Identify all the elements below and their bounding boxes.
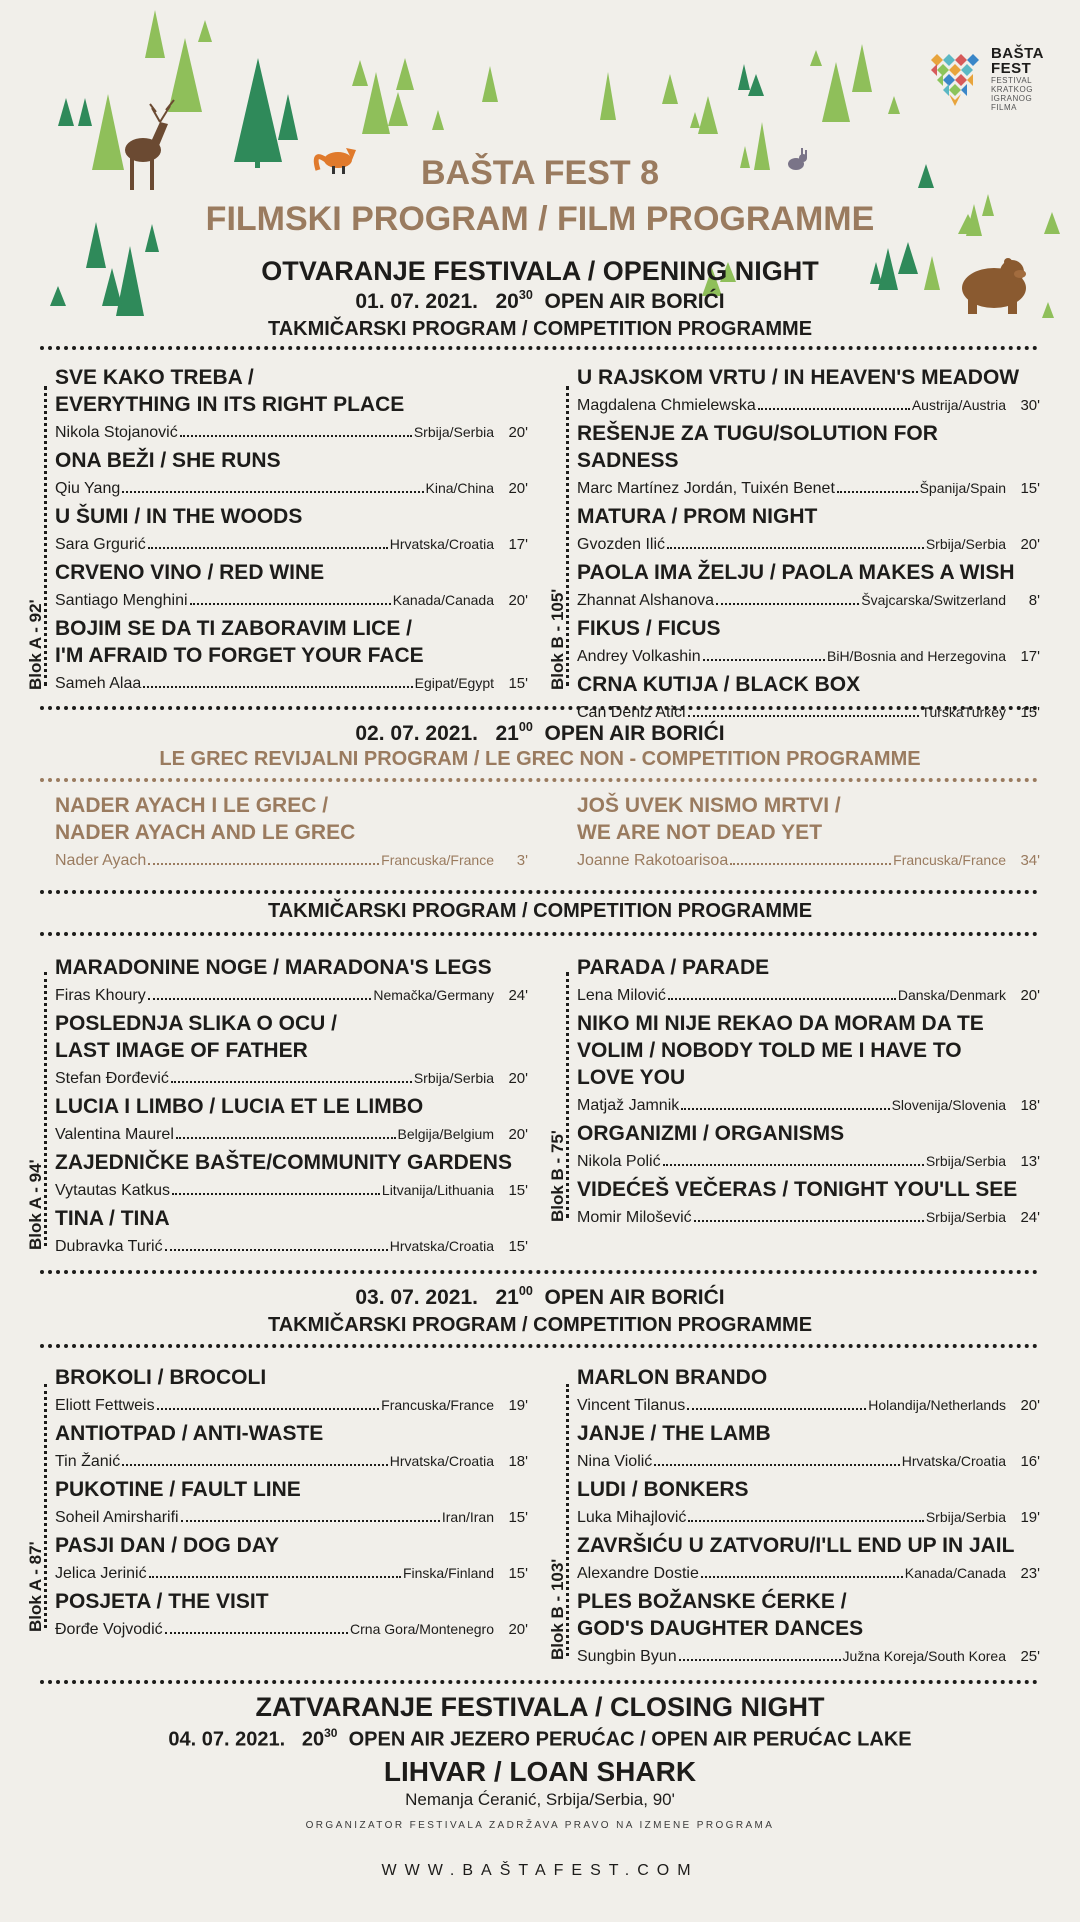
film-director: Zhannat Alshanova bbox=[577, 592, 714, 609]
film-length: 25' bbox=[1020, 1648, 1040, 1665]
block-label: Blok A - 92' bbox=[26, 599, 45, 690]
closing-date: 04. 07. 2021. bbox=[168, 1728, 286, 1751]
film-meta bbox=[577, 1203, 1040, 1232]
film-length: 20' bbox=[508, 424, 528, 441]
film-entry bbox=[55, 1205, 528, 1261]
film-director: Dubravka Turić bbox=[55, 1238, 163, 1255]
film-length: 24' bbox=[1020, 1209, 1040, 1226]
film-title: CRNA KUTIJA / BLACK BOX bbox=[577, 673, 861, 696]
film-title: JANJE / THE LAMB bbox=[577, 1422, 771, 1445]
film-country: Slovenija/Slovenia bbox=[891, 1097, 1006, 1113]
film-meta bbox=[577, 846, 1040, 875]
day1-left-column bbox=[55, 364, 528, 698]
film-meta bbox=[577, 1091, 1040, 1120]
film-meta bbox=[55, 1232, 528, 1261]
film-length: 20' bbox=[508, 480, 528, 497]
programme-title: FILMSKI PROGRAM / FILM PROGRAMME bbox=[205, 200, 875, 238]
opening-venue: OPEN AIR BORIĆI bbox=[544, 289, 725, 313]
film-country: TurskaTurkey bbox=[921, 704, 1006, 720]
block-rule bbox=[566, 1384, 569, 1656]
day3-hour: 21 bbox=[495, 1285, 519, 1309]
film-country: Kanada/Canada bbox=[904, 1565, 1006, 1581]
film-length: 15' bbox=[508, 675, 528, 692]
block-rule bbox=[44, 972, 47, 1246]
film-title: ONA BEŽI / SHE RUNS bbox=[55, 449, 281, 472]
film-country: Srbija/Serbia bbox=[925, 1509, 1006, 1525]
film-director: Eliott Fettweis bbox=[55, 1397, 155, 1414]
opening-hour: 20 bbox=[495, 289, 519, 313]
film-country: Austrija/Austria bbox=[911, 397, 1006, 413]
film-length: 20' bbox=[1020, 1397, 1040, 1414]
day2-venue: OPEN AIR BORIĆI bbox=[544, 721, 725, 745]
film-country: Kanada/Canada bbox=[392, 592, 494, 608]
divider bbox=[40, 890, 1038, 894]
film-meta bbox=[577, 981, 1040, 1010]
opening-datetime bbox=[0, 288, 1080, 314]
film-meta bbox=[577, 1503, 1040, 1532]
film-director: Luka Mihajlović bbox=[577, 1509, 687, 1526]
film-entry bbox=[577, 1010, 1040, 1120]
film-title: PASJI DAN / DOG DAY bbox=[55, 1534, 280, 1557]
film-title: LUCIA I LIMBO / LUCIA ET LE LIMBO bbox=[55, 1095, 424, 1118]
film-length: 20' bbox=[1020, 536, 1040, 553]
film-title: ZAVRŠIĆU U ZATVORU/I'LL END UP IN JAIL bbox=[577, 1534, 1015, 1557]
legrec-heading: LE GREC REVIJALNI PROGRAM / LE GREC NON - COMPETITION PROGRAMME bbox=[159, 748, 921, 770]
film-title: NIKO MI NIJE REKAO DA MORAM DA TE VOLIM / NOBODY TOLD ME I HAVE TO LOVE YOU bbox=[577, 1012, 984, 1089]
film-title: BROKOLI / BROCOLI bbox=[55, 1366, 267, 1389]
website-link[interactable]: WWW.BAŠTAFEST.COM bbox=[381, 1862, 699, 1879]
film-director: Soheil Amirsharifi bbox=[55, 1509, 179, 1526]
film-length: 3' bbox=[516, 852, 528, 869]
film-meta bbox=[577, 1559, 1040, 1588]
day3-date: 03. 07. 2021. bbox=[355, 1285, 478, 1309]
film-country: Belgija/Belgium bbox=[397, 1126, 494, 1142]
day2-left-column bbox=[55, 954, 528, 1261]
film-entry bbox=[577, 503, 1040, 559]
block-label: Blok B - 75' bbox=[548, 1130, 567, 1222]
film-meta bbox=[55, 474, 528, 503]
film-meta bbox=[55, 1391, 528, 1420]
film-entry bbox=[55, 1149, 528, 1205]
film-meta bbox=[55, 846, 528, 875]
film-length: 20' bbox=[1020, 987, 1040, 1004]
opening-date: 01. 07. 2021. bbox=[355, 289, 478, 313]
film-title: VIDEĆEŠ VEČERAS / TONIGHT YOU'LL SEE bbox=[577, 1178, 1018, 1201]
film-country: Francuska/France bbox=[893, 852, 1006, 868]
film-meta bbox=[577, 1447, 1040, 1476]
day2-minutes: 00 bbox=[518, 720, 533, 734]
film-title: PAOLA IMA ŽELJU / PAOLA MAKES A WISH bbox=[577, 561, 1015, 584]
film-entry bbox=[577, 615, 1040, 671]
day3-left-column bbox=[55, 1364, 528, 1644]
film-meta bbox=[577, 642, 1040, 671]
film-country: Nemačka/Germany bbox=[373, 987, 494, 1003]
film-director: Matjaž Jamnik bbox=[577, 1097, 680, 1114]
film-length: 17' bbox=[1020, 648, 1040, 665]
film-entry bbox=[577, 1588, 1040, 1671]
film-meta bbox=[55, 586, 528, 615]
film-entry bbox=[55, 1532, 528, 1588]
film-entry bbox=[577, 1532, 1040, 1588]
competition-heading-1: TAKMIČARSKI PROGRAM / COMPETITION PROGRAMME bbox=[267, 318, 813, 340]
film-entry bbox=[577, 420, 1040, 503]
film-length: 34' bbox=[1020, 852, 1040, 869]
film-entry bbox=[577, 364, 1040, 420]
film-entry bbox=[55, 954, 528, 1010]
film-title: MARADONINE NOGE / MARADONA'S LEGS bbox=[55, 956, 492, 979]
block-label: Blok B - 105' bbox=[548, 588, 567, 690]
legrec-left bbox=[55, 792, 528, 875]
film-meta bbox=[55, 530, 528, 559]
film-director: Can Deniz Atici bbox=[577, 704, 686, 721]
film-length: 20' bbox=[508, 1126, 528, 1143]
film-title: FIKUS / FICUS bbox=[577, 617, 721, 640]
divider bbox=[40, 1270, 1038, 1274]
film-country: Danska/Denmark bbox=[897, 987, 1006, 1003]
film-country: BiH/Bosnia and Herzegovina bbox=[827, 648, 1006, 664]
film-length: 19' bbox=[508, 1397, 528, 1414]
block-label: Blok A - 87' bbox=[26, 1541, 45, 1632]
film-director: Momir Milošević bbox=[577, 1209, 692, 1226]
film-country: Švajcarska/Switzerland bbox=[861, 592, 1006, 608]
film-meta bbox=[577, 530, 1040, 559]
film-entry bbox=[55, 1364, 528, 1420]
closing-film-meta: Nemanja Ćeranić, Srbija/Serbia, 90' bbox=[405, 1790, 675, 1809]
film-entry bbox=[577, 559, 1040, 615]
film-title: CRVENO VINO / RED WINE bbox=[55, 561, 325, 584]
film-title: U RAJSKOM VRTU / IN HEAVEN'S MEADOW bbox=[577, 366, 1020, 389]
festival-logo bbox=[927, 46, 1044, 112]
film-entry bbox=[577, 1176, 1040, 1232]
closing-hour: 20 bbox=[301, 1728, 325, 1751]
film-entry bbox=[55, 1093, 528, 1149]
film-country: Holandija/Netherlands bbox=[868, 1397, 1006, 1413]
block-rule bbox=[44, 386, 47, 686]
film-length: 24' bbox=[508, 987, 528, 1004]
film-director: Sameh Alaa bbox=[55, 675, 142, 692]
film-title: U ŠUMI / IN THE WOODS bbox=[55, 505, 303, 528]
film-country: Litvanija/Lithuania bbox=[381, 1182, 494, 1198]
film-director: Đorđe Vojvodić bbox=[55, 1621, 163, 1638]
film-title: JOŠ UVEK NISMO MRTVI / WE ARE NOT DEAD YET bbox=[577, 794, 841, 844]
film-country: Hrvatska/Croatia bbox=[389, 1238, 494, 1254]
film-country: Francuska/France bbox=[381, 1397, 494, 1413]
film-meta bbox=[55, 1447, 528, 1476]
film-title: POSJETA / THE VISIT bbox=[55, 1590, 269, 1613]
film-length: 23' bbox=[1020, 1565, 1040, 1582]
film-meta bbox=[577, 391, 1040, 420]
logo-sub-3: IGRANOG bbox=[990, 94, 1033, 103]
organizer-note: ORGANIZATOR FESTIVALA ZADRŽAVA PRAVO NA IZMENE PROGRAMA bbox=[305, 1820, 775, 1831]
film-country: Srbija/Serbia bbox=[925, 536, 1006, 552]
film-length: 15' bbox=[508, 1238, 528, 1255]
film-director: Sara Grgurić bbox=[55, 536, 146, 553]
film-title: NADER AYACH I LE GREC / NADER AYACH AND LE GREC bbox=[55, 794, 356, 844]
film-entry bbox=[577, 671, 1040, 727]
film-length: 15' bbox=[1020, 704, 1040, 721]
film-director: Vincent Tilanus bbox=[577, 1397, 686, 1414]
day2-datetime bbox=[0, 720, 1080, 746]
film-entry bbox=[55, 503, 528, 559]
film-country: Južna Koreja/South Korea bbox=[842, 1648, 1006, 1664]
film-meta bbox=[55, 981, 528, 1010]
film-meta bbox=[577, 1391, 1040, 1420]
film-entry bbox=[577, 954, 1040, 1010]
film-length: 15' bbox=[508, 1509, 528, 1526]
opening-minutes: 30 bbox=[518, 288, 533, 302]
logo-word-1: BAŠTA bbox=[990, 45, 1044, 62]
film-entry bbox=[577, 1364, 1040, 1420]
film-country: Francuska/France bbox=[381, 852, 494, 868]
film-meta bbox=[55, 1064, 528, 1093]
film-meta bbox=[577, 1147, 1040, 1176]
legrec-right bbox=[577, 792, 1040, 875]
film-director: Sungbin Byun bbox=[577, 1648, 677, 1665]
film-entry bbox=[577, 1476, 1040, 1532]
divider bbox=[40, 932, 1038, 936]
film-director: Qiu Yang bbox=[55, 480, 121, 497]
block-label: Blok B - 103' bbox=[548, 1558, 567, 1660]
film-meta bbox=[55, 1176, 528, 1205]
block-label: Blok A - 94' bbox=[26, 1159, 45, 1250]
film-length: 30' bbox=[1020, 397, 1040, 414]
film-director: Lena Milović bbox=[577, 987, 666, 1004]
film-title: MATURA / PROM NIGHT bbox=[577, 505, 818, 528]
film-country: Srbija/Serbia bbox=[413, 1070, 494, 1086]
film-meta bbox=[55, 1503, 528, 1532]
film-country: Hrvatska/Croatia bbox=[389, 536, 494, 552]
film-title: PUKOTINE / FAULT LINE bbox=[55, 1478, 301, 1501]
film-meta bbox=[577, 474, 1040, 503]
block-rule bbox=[566, 386, 569, 686]
film-director: Nina Violić bbox=[577, 1453, 653, 1470]
film-title: LUDI / BONKERS bbox=[577, 1478, 749, 1501]
film-title: POSLEDNJA SLIKA O OCU / LAST IMAGE OF FATHER bbox=[55, 1012, 337, 1062]
film-entry bbox=[55, 559, 528, 615]
film-director: Nikola Polić bbox=[577, 1153, 661, 1170]
divider bbox=[40, 706, 1038, 710]
festival-title: BAŠTA FEST 8 bbox=[420, 154, 660, 192]
day3-datetime bbox=[0, 1284, 1080, 1310]
competition-heading-3: TAKMIČARSKI PROGRAM / COMPETITION PROGRAMME bbox=[267, 1314, 813, 1336]
logo-sub-2: KRATKOG bbox=[990, 85, 1033, 94]
film-director: Marc Martínez Jordán, Tuixén Benet bbox=[577, 480, 835, 497]
divider bbox=[40, 1680, 1038, 1684]
competition-heading-2: TAKMIČARSKI PROGRAM / COMPETITION PROGRAMME bbox=[267, 900, 813, 922]
film-entry bbox=[55, 1420, 528, 1476]
closing-minutes: 30 bbox=[324, 1726, 338, 1740]
film-meta bbox=[55, 1120, 528, 1149]
film-entry bbox=[55, 1010, 528, 1093]
film-length: 15' bbox=[508, 1182, 528, 1199]
closing-venue: OPEN AIR JEZERO PERUĆAC / OPEN AIR PERUĆAC LAKE bbox=[348, 1728, 912, 1751]
film-country: Srbija/Serbia bbox=[925, 1153, 1006, 1169]
film-country: Kina/China bbox=[425, 480, 494, 496]
film-director: Santiago Menghini bbox=[55, 592, 188, 609]
film-title: PARADA / PARADE bbox=[577, 956, 770, 979]
opening-heading: OTVARANJE FESTIVALA / OPENING NIGHT bbox=[261, 256, 819, 286]
film-entry bbox=[55, 447, 528, 503]
film-length: 18' bbox=[508, 1453, 528, 1470]
logo-sub-4: FILMA bbox=[990, 103, 1017, 112]
film-meta bbox=[55, 1559, 528, 1588]
film-entry bbox=[55, 615, 528, 698]
film-length: 19' bbox=[1020, 1509, 1040, 1526]
film-director: Nikola Stojanović bbox=[55, 424, 178, 441]
day3-minutes: 00 bbox=[518, 1284, 533, 1298]
logo-word-2: FEST bbox=[990, 60, 1032, 77]
film-director: Valentina Maurel bbox=[55, 1126, 174, 1143]
film-title: SVE KAKO TREBA / EVERYTHING IN ITS RIGHT PLACE bbox=[55, 366, 405, 416]
film-length: 13' bbox=[1020, 1153, 1040, 1170]
film-meta bbox=[577, 586, 1040, 615]
film-length: 15' bbox=[508, 1565, 528, 1582]
day3-venue: OPEN AIR BORIĆI bbox=[544, 1285, 725, 1309]
film-length: 20' bbox=[508, 1621, 528, 1638]
divider bbox=[40, 1344, 1038, 1348]
film-director: Magdalena Chmielewska bbox=[577, 397, 756, 414]
block-rule bbox=[44, 1384, 47, 1628]
film-meta bbox=[55, 1615, 528, 1644]
film-title: MARLON BRANDO bbox=[577, 1366, 768, 1389]
day3-right-column bbox=[577, 1364, 1040, 1671]
closing-datetime bbox=[0, 1726, 1080, 1751]
film-director: Stefan Đorđević bbox=[55, 1070, 169, 1087]
film-director: Nader Ayach bbox=[55, 852, 147, 869]
film-length: 16' bbox=[1020, 1453, 1040, 1470]
film-title: PLES BOŽANSKE ĆERKE / GOD'S DAUGHTER DANCES bbox=[577, 1590, 864, 1640]
film-title: TINA / TINA bbox=[55, 1207, 170, 1230]
divider bbox=[40, 778, 1038, 782]
film-length: 8' bbox=[1028, 592, 1040, 609]
logo-sub-1: FESTIVAL bbox=[990, 76, 1033, 85]
film-length: 20' bbox=[508, 1070, 528, 1087]
film-country: Hrvatska/Croatia bbox=[389, 1453, 494, 1469]
film-title: REŠENJE ZA TUGU/SOLUTION FOR SADNESS bbox=[577, 422, 938, 472]
film-title: BOJIM SE DA TI ZABORAVIM LICE / I'M AFRAID TO FORGET YOUR FACE bbox=[55, 617, 424, 667]
film-title: ZAJEDNIČKE BAŠTE/COMMUNITY GARDENS bbox=[55, 1151, 512, 1174]
closing-film-title: LIHVAR / LOAN SHARK bbox=[383, 1756, 697, 1787]
divider bbox=[40, 346, 1038, 350]
film-length: 18' bbox=[1020, 1097, 1040, 1114]
film-country: Egipat/Egypt bbox=[414, 675, 494, 691]
film-title: ANTIOTPAD / ANTI-WASTE bbox=[55, 1422, 324, 1445]
film-country: Španija/Spain bbox=[919, 480, 1006, 496]
film-director: Andrey Volkashin bbox=[577, 648, 701, 665]
film-director: Firas Khoury bbox=[55, 987, 146, 1004]
block-rule bbox=[566, 972, 569, 1218]
film-director: Vytautas Katkus bbox=[55, 1182, 171, 1199]
film-director: Joanne Rakotoarisoa bbox=[577, 852, 729, 869]
film-entry bbox=[55, 364, 528, 447]
film-entry bbox=[577, 1420, 1040, 1476]
film-country: Finska/Finland bbox=[402, 1565, 494, 1581]
film-director: Gvozden Ilić bbox=[577, 536, 666, 553]
film-length: 17' bbox=[508, 536, 528, 553]
day1-right-column bbox=[577, 364, 1040, 727]
film-title: ORGANIZMI / ORGANISMS bbox=[577, 1122, 845, 1145]
film-entry bbox=[55, 1588, 528, 1644]
film-director: Alexandre Dostie bbox=[577, 1565, 699, 1582]
film-length: 20' bbox=[508, 592, 528, 609]
film-country: Iran/Iran bbox=[441, 1509, 494, 1525]
closing-heading: ZATVARANJE FESTIVALA / CLOSING NIGHT bbox=[255, 1692, 825, 1722]
film-length: 15' bbox=[1020, 480, 1040, 497]
film-meta bbox=[577, 1642, 1040, 1671]
logo-mark-icon bbox=[927, 46, 983, 110]
day2-right-column bbox=[577, 954, 1040, 1232]
film-director: Tin Žanić bbox=[55, 1453, 121, 1470]
day2-date: 02. 07. 2021. bbox=[355, 721, 478, 745]
film-country: Srbija/Serbia bbox=[413, 424, 494, 440]
film-director: Jelica Jerinić bbox=[55, 1565, 147, 1582]
film-meta bbox=[55, 418, 528, 447]
film-country: Crna Gora/Montenegro bbox=[350, 1621, 494, 1637]
day2-hour: 21 bbox=[495, 721, 519, 745]
film-country: Srbija/Serbia bbox=[925, 1209, 1006, 1225]
film-country: Hrvatska/Croatia bbox=[901, 1453, 1006, 1469]
film-entry bbox=[55, 1476, 528, 1532]
film-meta bbox=[55, 669, 528, 698]
film-entry bbox=[577, 1120, 1040, 1176]
